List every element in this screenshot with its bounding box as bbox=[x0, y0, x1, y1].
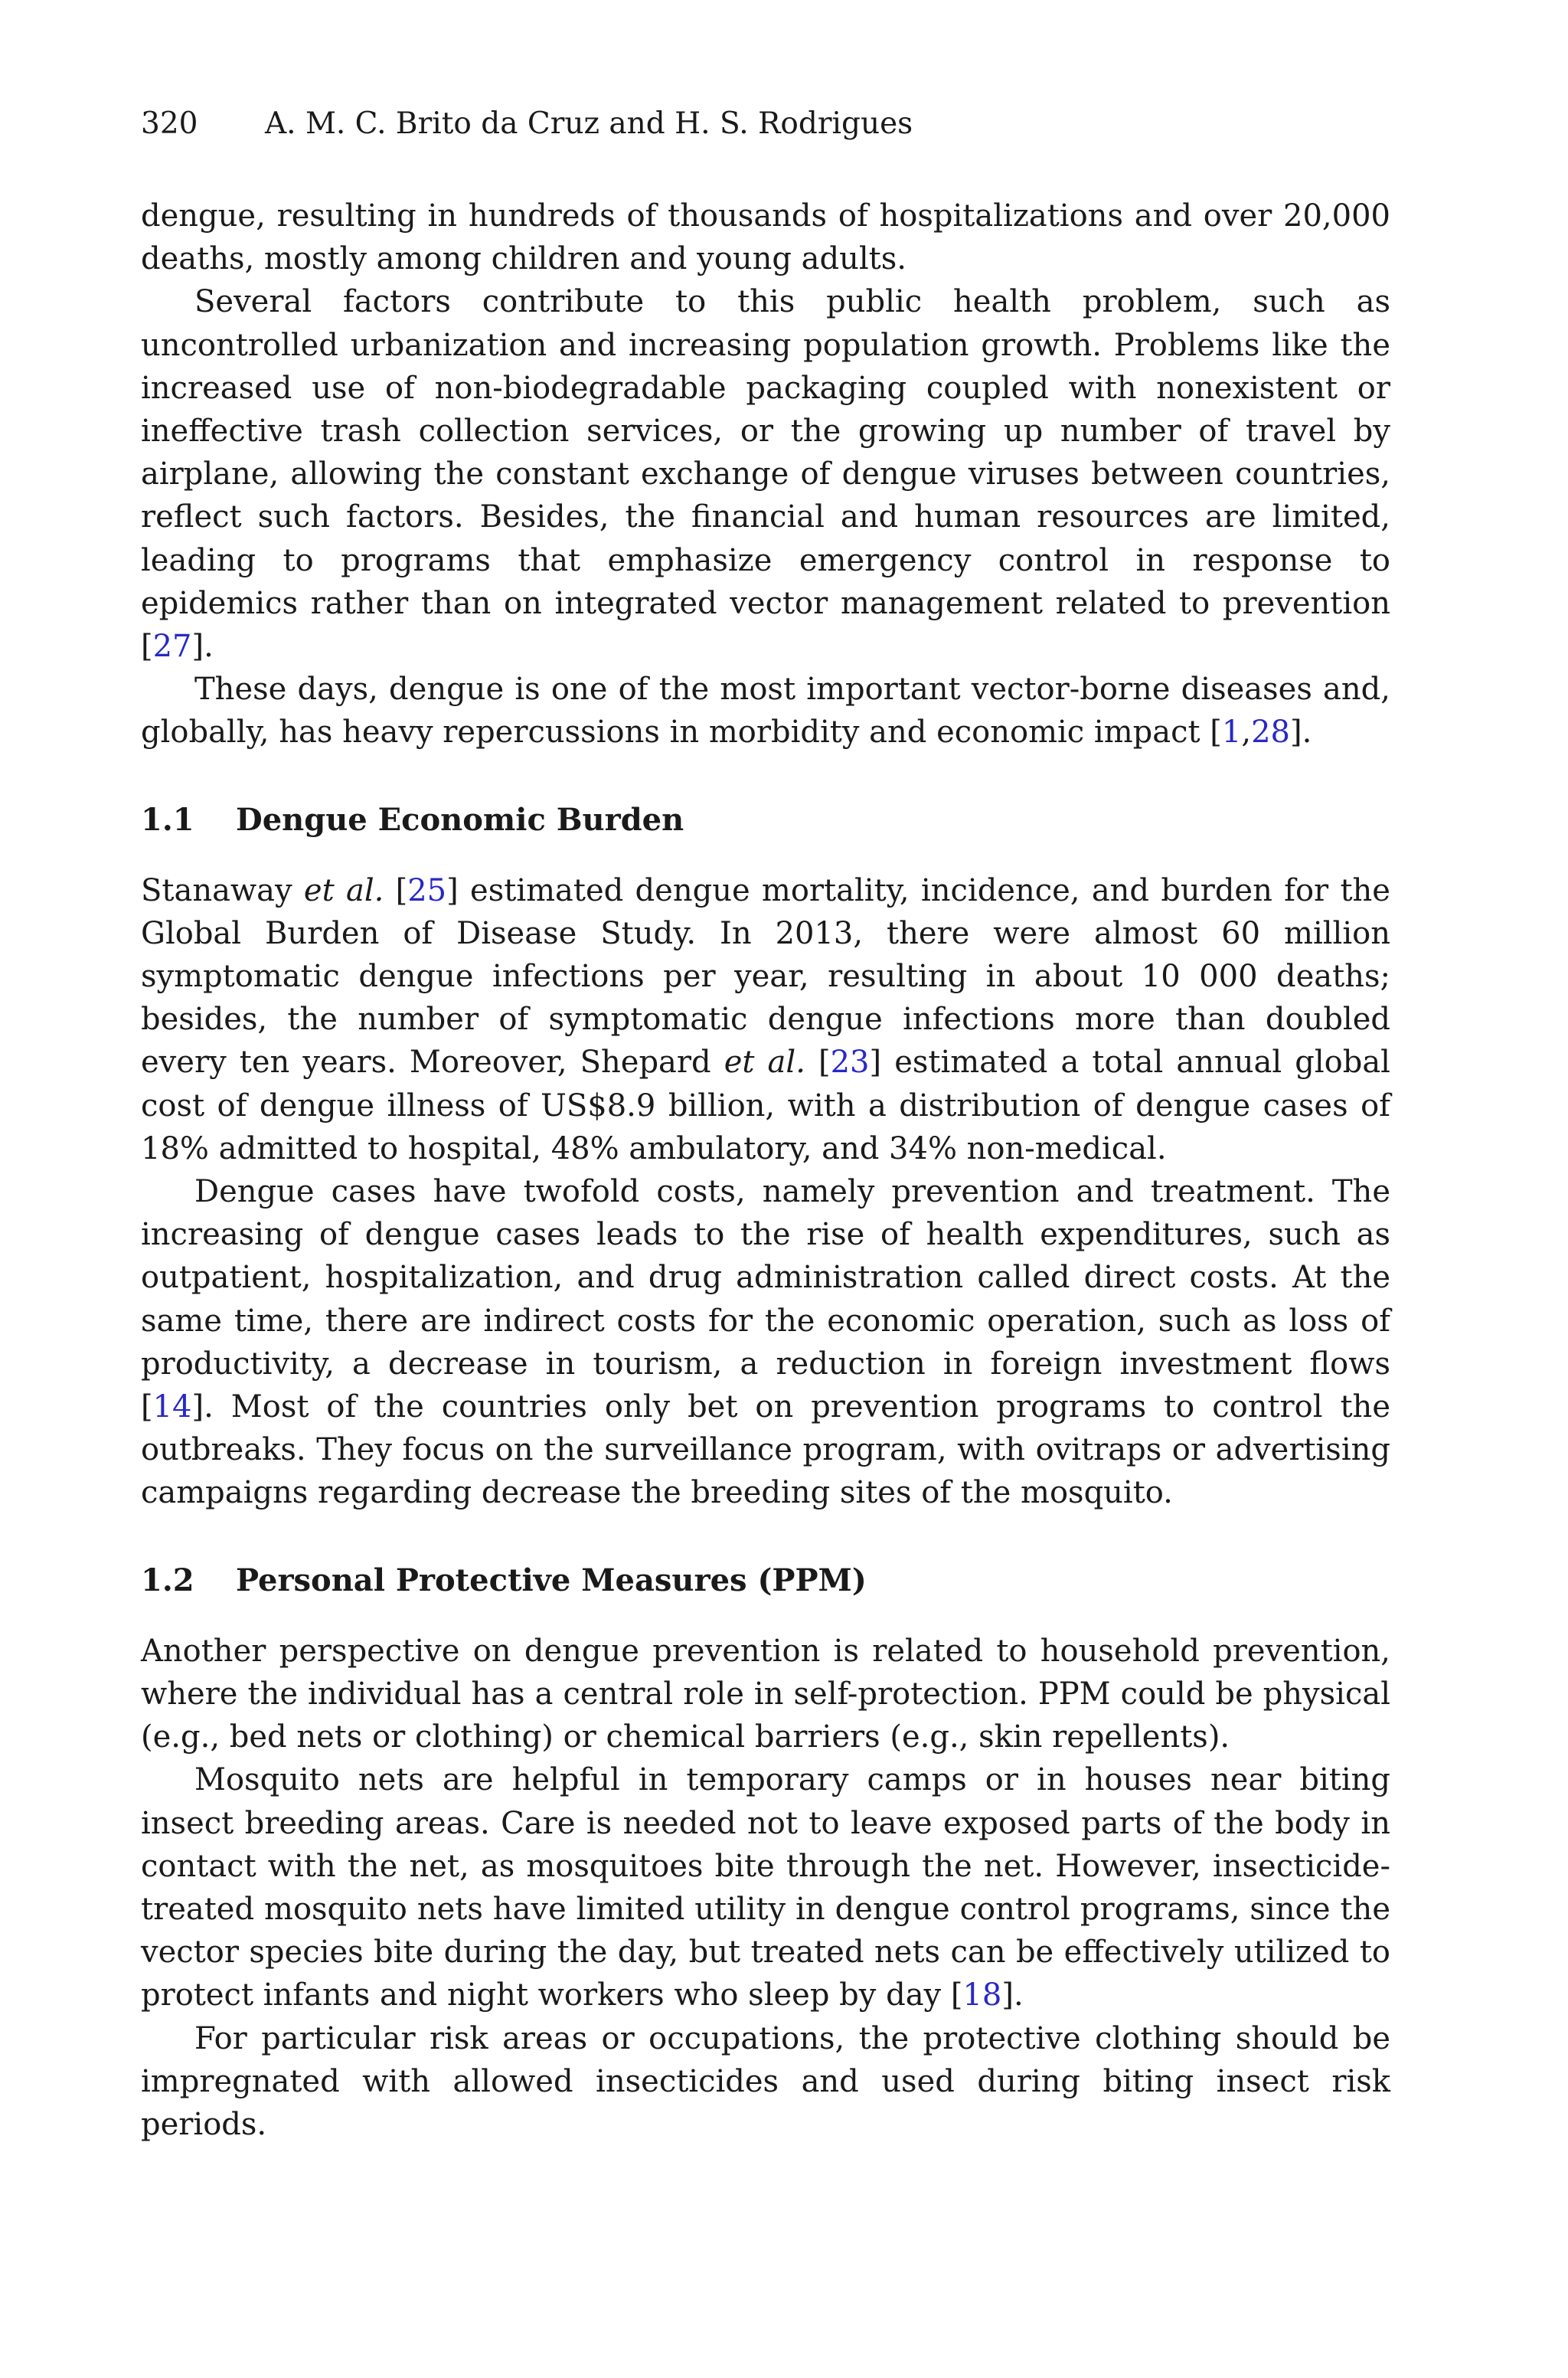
ppm-paragraph-1 bbox=[141, 1630, 1390, 1759]
citation-link[interactable]: 14 bbox=[152, 1389, 192, 1425]
intro-p3-text: These days, dengue is one of the most important vector-borne diseases and, globally, has heavy repercussions in morbidity and economic impact bbox=[141, 672, 1390, 751]
section-heading-dengue-economic-burden bbox=[141, 799, 1390, 842]
ppm-p3-text: For particular risk areas or occupations, the protective clothing should be impregnated with allowed insecticides and used during biting insect risk periods. bbox=[141, 2020, 1390, 2142]
intro-paragraph-2: Several factors contribute to this public health problem, such as uncontrolled urbanization and increasing population growth. Problems like the increased use of non-biodegradable packaging coupled with nonexistent or ineffective trash collection services, or the growing up number of travel by airplane, allowing the constant exchange of dengue viruses between countries, reflect such factors. Besides, the financial and human resources are limited, leading to programs that emphasize emergency control in response to epidemics rather than on integrated vector management related to prevention [27]. bbox=[141, 284, 1390, 665]
citation-link[interactable]: 25 bbox=[407, 872, 447, 908]
section-title: Personal Protective Measures (PPM) bbox=[236, 1562, 867, 1598]
intro-p1-text: dengue, resulting in hundreds of thousands of hospitalizations and over 20,000 deaths, mostly among children and young adults. bbox=[141, 198, 1390, 277]
ppm-p1-text: Another perspective on dengue prevention is related to household prevention, where the individual has a central role in self-protection. PPM could be physical (e.g., bed nets or clothing) or chemical barriers (e.g., skin repellents). bbox=[141, 1633, 1390, 1755]
page-number: 320 bbox=[141, 106, 198, 141]
author-line: A. M. C. Brito da Cruz and H. S. Rodrigues bbox=[265, 106, 913, 141]
burden-p1-text-c: estimated a total annual global cost of dengue illness of US$8.9 billion, with a distribution of dengue cases of 18% admitted to hospital, 48% ambulatory, and 34% non-medical. bbox=[141, 1045, 1390, 1166]
citation-link[interactable]: 27 bbox=[152, 629, 192, 665]
citation-link[interactable]: 1 bbox=[1221, 715, 1242, 751]
intro-paragraph-1 bbox=[141, 195, 1390, 280]
burden-p1-text-b: estimated dengue mortality, incidence, and burden for the Global Burden of Disease Study. In 2013, there were almost 60 million symptomatic dengue infections per year, resulting in about 10 000 deaths; besides, the number of symptomatic dengue infections more than doubled every ten years. Moreover, Shepard bbox=[141, 872, 1390, 1081]
running-head bbox=[141, 101, 1390, 147]
ppm-p2-text: Mosquito nets are helpful in temporary camps or in houses near biting insect breeding areas. Care is needed not to leave exposed parts of the body in contact with the net, as mosquitoes bite through the net. However, insecticide-treated mosquito nets have limited utility in dengue control programs, since the vector species bite during the day, but treated nets can be effectively utilized to protect infants and night workers who sleep by day bbox=[141, 1762, 1390, 2013]
paper-page bbox=[141, 101, 1390, 2146]
section-title: Dengue Economic Burden bbox=[236, 801, 684, 838]
citation-link[interactable]: 28 bbox=[1251, 715, 1290, 751]
et-al-italic: et al. bbox=[724, 1045, 805, 1081]
et-al-italic: et al. bbox=[303, 872, 384, 908]
citation-link[interactable]: 18 bbox=[962, 1977, 1002, 2013]
ppm-paragraph-2: Mosquito nets are helpful in temporary camps or in houses near biting insect breeding areas. Care is needed not to leave exposed parts of the body in contact with the net, as mosquitoes bite through the net. However, insecticide-treated mosquito nets have limited utility in dengue control programs, since the vector species bite during the day, but treated nets can be effectively utilized to protect infants and night workers who sleep by day [18]. bbox=[141, 1762, 1390, 2013]
burden-paragraph-2: Dengue cases have twofold costs, namely prevention and treatment. The increasing of dengue cases leads to the rise of health expenditures, such as outpatient, hospitalization, and drug administration called direct costs. At the same time, there are indirect costs for the economic operation, such as loss of productivity, a decrease in tourism, a reduction in foreign investment flows [14]. Most of the countries only bet on prevention programs to control the outbreaks. They focus on the surveillance program, with ovitraps or advertising campaigns regarding decrease the breeding sites of the mosquito. bbox=[141, 1174, 1390, 1511]
section-heading-personal-protective-measures bbox=[141, 1559, 1390, 1602]
ppm-paragraph-3 bbox=[141, 2017, 1390, 2147]
section-number: 1.1 bbox=[141, 801, 194, 838]
intro-p2-text: Several factors contribute to this public health problem, such as uncontrolled urbanization and increasing population growth. Problems like the increased use of non-biodegradable packaging coupled with nonexistent or ineffective trash collection services, or the growing up number of travel by airplane, allowing the constant exchange of dengue viruses between countries, reflect such factors. Besides, the financial and human resources are limited, leading to programs that emphasize emergency control in response to epidemics rather than on integrated vector management related to prevention bbox=[141, 284, 1390, 621]
citation-link[interactable]: 23 bbox=[830, 1045, 870, 1081]
intro-paragraph-3: These days, dengue is one of the most important vector-borne diseases and, globally, has heavy repercussions in morbidity and economic impact [1,28]. bbox=[141, 672, 1390, 751]
burden-p2-text-rest: . Most of the countries only bet on prevention programs to control the outbreaks. They focus on the surveillance program, with ovitraps or advertising campaigns regarding decrease the breeding sites of the mosquito. bbox=[141, 1389, 1390, 1511]
burden-p1-text-a: Stanaway bbox=[141, 872, 304, 908]
section-number: 1.2 bbox=[141, 1562, 194, 1598]
burden-p2-text: Dengue cases have twofold costs, namely prevention and treatment. The increasing of dengue cases leads to the rise of health expenditures, such as outpatient, hospitalization, and drug administration called direct costs. At the same time, there are indirect costs for the economic operation, such as loss of productivity, a decrease in tourism, a reduction in foreign investment flows bbox=[141, 1174, 1390, 1382]
burden-paragraph-1: Stanaway et al. [25] estimated dengue mortality, incidence, and burden for the Global Burden of Disease Study. In 2013, there were almost 60 million symptomatic dengue infections per year, resulting in about 10 000 deaths; besides, the number of symptomatic dengue infections more than doubled every ten years. Moreover, Shepard et al. [23] estimated a total annual global cost of dengue illness of US$8.9 billion, with a distribution of dengue cases of 18% admitted to hospital, 48% ambulatory, and 34% non-medical. bbox=[141, 872, 1390, 1166]
